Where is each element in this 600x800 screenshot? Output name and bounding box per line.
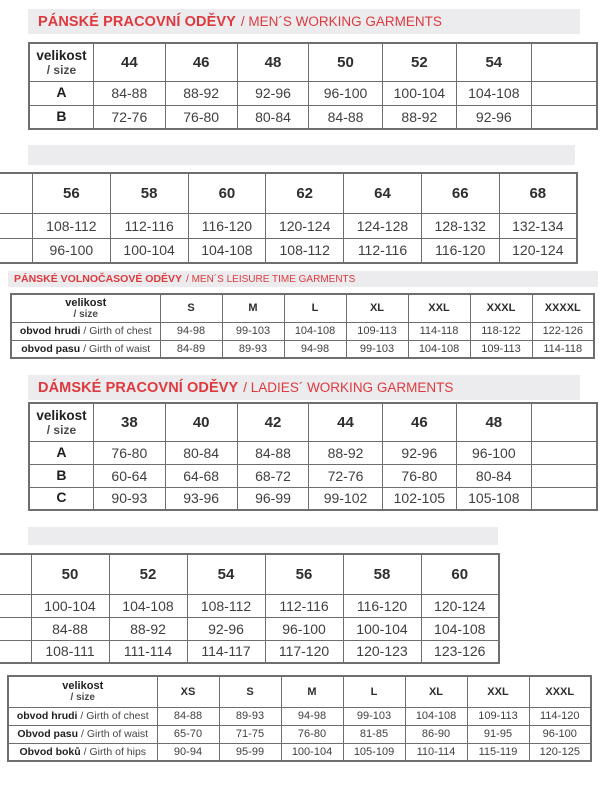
column-header-xxxl: XXXL [470, 294, 532, 322]
row-label: C [29, 487, 93, 510]
size-table [28, 42, 598, 130]
value-cell: 96-100 [529, 725, 591, 743]
cropped-label-column [0, 173, 32, 213]
column-header-50: 50 [31, 554, 109, 594]
value-cell: 114-118 [532, 340, 594, 358]
column-header-48: 48 [457, 403, 531, 441]
row-label: B [29, 105, 93, 129]
value-cell: 68-72 [237, 464, 309, 487]
column-header-50: 50 [309, 43, 382, 81]
size-table [0, 553, 500, 664]
value-cell: 100-104 [343, 617, 421, 640]
value-cell: 84-88 [237, 441, 309, 464]
row-label [0, 617, 31, 640]
column-header-46: 46 [165, 43, 237, 81]
value-cell: 72-76 [309, 464, 382, 487]
value-cell: 102-105 [382, 487, 456, 510]
value-cell: 89-93 [219, 707, 281, 725]
column-header-xl: XL [405, 676, 467, 707]
value-cell: 120-124 [421, 594, 499, 617]
ladies-leisure-sizes-table [7, 675, 593, 762]
cropped-cell [531, 464, 597, 487]
value-cell: 104-108 [405, 707, 467, 725]
column-header-46: 46 [382, 403, 456, 441]
value-cell: 120-124 [499, 238, 577, 263]
size-table [0, 172, 578, 264]
heading-english-text: / MEN´S WORKING GARMENTS [240, 14, 442, 29]
value-cell: 116-120 [421, 238, 499, 263]
value-cell: 65-70 [157, 725, 219, 743]
value-cell: 99-103 [343, 707, 405, 725]
heading-english-text: / LADIES´ WORKING GARMENTS [243, 380, 454, 395]
mens-working-garments-heading [28, 9, 580, 34]
value-cell: 99-102 [309, 487, 382, 510]
value-cell: 108-112 [187, 594, 265, 617]
value-cell: 81-85 [343, 725, 405, 743]
cropped-cell [531, 81, 597, 105]
column-header-54: 54 [187, 554, 265, 594]
cropped-cell [531, 105, 597, 129]
value-cell: 96-100 [309, 81, 382, 105]
value-cell: 112-116 [344, 238, 422, 263]
heading-czech-text: PÁNSKÉ PRACOVNÍ ODĚVY [38, 13, 236, 30]
value-cell: 114-117 [187, 640, 265, 663]
value-cell: 117-120 [265, 640, 343, 663]
ladies-work-sizes-38-48-table [28, 402, 598, 511]
value-cell: 95-99 [219, 743, 281, 761]
value-cell: 120-124 [266, 213, 344, 238]
size-table [7, 675, 592, 762]
value-cell: 99-103 [346, 340, 408, 358]
value-cell: 120-123 [343, 640, 421, 663]
cropped-label-column [0, 554, 31, 594]
size-corner-label: velikost / size [29, 403, 93, 441]
column-header-52: 52 [109, 554, 187, 594]
value-cell: 109-113 [470, 340, 532, 358]
column-header-s: S [219, 676, 281, 707]
value-cell: 92-96 [457, 105, 531, 129]
value-cell: 89-93 [222, 340, 284, 358]
column-header-68: 68 [499, 173, 577, 213]
value-cell: 116-120 [343, 594, 421, 617]
column-header-48: 48 [237, 43, 309, 81]
value-cell: 92-96 [382, 441, 456, 464]
column-header-xxl: XXL [467, 676, 529, 707]
row-label [0, 213, 32, 238]
value-cell: 91-95 [467, 725, 529, 743]
row-label: Obvod pasu / Girth of waist [8, 725, 157, 743]
value-cell: 80-84 [457, 464, 531, 487]
value-cell: 100-104 [31, 594, 109, 617]
value-cell: 96-100 [265, 617, 343, 640]
column-header-40: 40 [165, 403, 237, 441]
column-header-xs: XS [157, 676, 219, 707]
column-header-m: M [222, 294, 284, 322]
value-cell: 104-108 [284, 322, 346, 340]
value-cell: 108-112 [32, 213, 110, 238]
value-cell: 124-128 [344, 213, 422, 238]
heading-english-text: / MEN´S LEISURE TIME GARMENTS [186, 273, 356, 285]
value-cell: 88-92 [309, 441, 382, 464]
size-corner-label: velikost / size [11, 294, 160, 322]
size-corner-label: velikost / size [29, 43, 93, 81]
value-cell: 96-99 [237, 487, 309, 510]
value-cell: 96-100 [457, 441, 531, 464]
value-cell: 94-98 [281, 707, 343, 725]
column-header-44: 44 [309, 403, 382, 441]
value-cell: 94-98 [284, 340, 346, 358]
value-cell: 122-126 [532, 322, 594, 340]
value-cell: 84-89 [160, 340, 222, 358]
value-cell: 84-88 [93, 81, 165, 105]
value-cell: 88-92 [165, 81, 237, 105]
mens-leisure-garments-heading [8, 271, 598, 287]
value-cell: 114-120 [529, 707, 591, 725]
column-header-64: 64 [344, 173, 422, 213]
column-header-62: 62 [266, 173, 344, 213]
column-header-38: 38 [93, 403, 165, 441]
value-cell: 105-108 [457, 487, 531, 510]
column-header-xxxl: XXXL [529, 676, 591, 707]
column-header-42: 42 [237, 403, 309, 441]
value-cell: 92-96 [187, 617, 265, 640]
column-header-60: 60 [421, 554, 499, 594]
column-header-54: 54 [457, 43, 531, 81]
value-cell: 90-93 [93, 487, 165, 510]
value-cell: 88-92 [109, 617, 187, 640]
value-cell: 76-80 [93, 441, 165, 464]
value-cell: 86-90 [405, 725, 467, 743]
value-cell: 84-88 [309, 105, 382, 129]
heading-czech-text: PÁNSKÉ VOLNOČASOVÉ ODĚVY [14, 273, 183, 285]
value-cell: 94-98 [160, 322, 222, 340]
value-cell: 84-88 [157, 707, 219, 725]
value-cell: 93-96 [165, 487, 237, 510]
cropped-column [531, 43, 597, 81]
column-header-l: L [343, 676, 405, 707]
value-cell: 132-134 [499, 213, 577, 238]
value-cell: 114-118 [408, 322, 470, 340]
value-cell: 112-116 [110, 213, 188, 238]
value-cell: 88-92 [382, 105, 456, 129]
cropped-cell [531, 487, 597, 510]
cropped-column [531, 403, 597, 441]
value-cell: 96-100 [32, 238, 110, 263]
value-cell: 72-76 [93, 105, 165, 129]
ladies-working-garments-heading [28, 375, 580, 400]
column-header-52: 52 [382, 43, 456, 81]
row-label: obvod hrudi / Girth of chest [8, 707, 157, 725]
column-header-xl: XL [346, 294, 408, 322]
separator-band [28, 145, 575, 165]
value-cell: 71-75 [219, 725, 281, 743]
value-cell: 104-108 [408, 340, 470, 358]
value-cell: 90-94 [157, 743, 219, 761]
value-cell: 100-104 [382, 81, 456, 105]
column-header-xxl: XXL [408, 294, 470, 322]
row-label: Obvod boků / Girth of hips [8, 743, 157, 761]
ladies-work-sizes-50-60-table [0, 553, 500, 664]
column-header-60: 60 [188, 173, 266, 213]
value-cell: 115-119 [467, 743, 529, 761]
value-cell: 118-122 [470, 322, 532, 340]
heading-czech-text: DÁMSKÉ PRACOVNÍ ODĚVY [38, 379, 239, 396]
value-cell: 109-113 [467, 707, 529, 725]
size-table [28, 402, 598, 511]
value-cell: 76-80 [281, 725, 343, 743]
cropped-cell [531, 441, 597, 464]
value-cell: 116-120 [188, 213, 266, 238]
value-cell: 120-125 [529, 743, 591, 761]
value-cell: 60-64 [93, 464, 165, 487]
value-cell: 92-96 [237, 81, 309, 105]
separator-band [28, 527, 498, 545]
value-cell: 110-114 [405, 743, 467, 761]
value-cell: 123-126 [421, 640, 499, 663]
value-cell: 109-113 [346, 322, 408, 340]
value-cell: 99-103 [222, 322, 284, 340]
value-cell: 105-109 [343, 743, 405, 761]
column-header-m: M [281, 676, 343, 707]
value-cell: 104-108 [109, 594, 187, 617]
row-label [0, 640, 31, 663]
value-cell: 112-116 [265, 594, 343, 617]
size-table [10, 293, 595, 359]
column-header-s: S [160, 294, 222, 322]
value-cell: 104-108 [188, 238, 266, 263]
value-cell: 104-108 [421, 617, 499, 640]
row-label: A [29, 441, 93, 464]
value-cell: 100-104 [110, 238, 188, 263]
row-label: B [29, 464, 93, 487]
value-cell: 76-80 [165, 105, 237, 129]
value-cell: 84-88 [31, 617, 109, 640]
value-cell: 64-68 [165, 464, 237, 487]
value-cell: 76-80 [382, 464, 456, 487]
column-header-l: L [284, 294, 346, 322]
value-cell: 108-112 [266, 238, 344, 263]
column-header-44: 44 [93, 43, 165, 81]
column-header-56: 56 [265, 554, 343, 594]
row-label: A [29, 81, 93, 105]
row-label [0, 594, 31, 617]
size-corner-label: velikost / size [8, 676, 157, 707]
value-cell: 80-84 [237, 105, 309, 129]
row-label [0, 238, 32, 263]
value-cell: 108-111 [31, 640, 109, 663]
row-label: obvod hrudi / Girth of chest [11, 322, 160, 340]
mens-leisure-sizes-table [10, 293, 596, 359]
value-cell: 128-132 [421, 213, 499, 238]
column-header-58: 58 [343, 554, 421, 594]
column-header-58: 58 [110, 173, 188, 213]
value-cell: 80-84 [165, 441, 237, 464]
value-cell: 100-104 [281, 743, 343, 761]
column-header-56: 56 [32, 173, 110, 213]
mens-work-sizes-44-54-table [28, 42, 598, 130]
column-header-66: 66 [421, 173, 499, 213]
value-cell: 104-108 [457, 81, 531, 105]
mens-work-sizes-56-68-table [0, 172, 578, 264]
value-cell: 111-114 [109, 640, 187, 663]
column-header-xxxxl: XXXXL [532, 294, 594, 322]
row-label: obvod pasu / Girth of waist [11, 340, 160, 358]
